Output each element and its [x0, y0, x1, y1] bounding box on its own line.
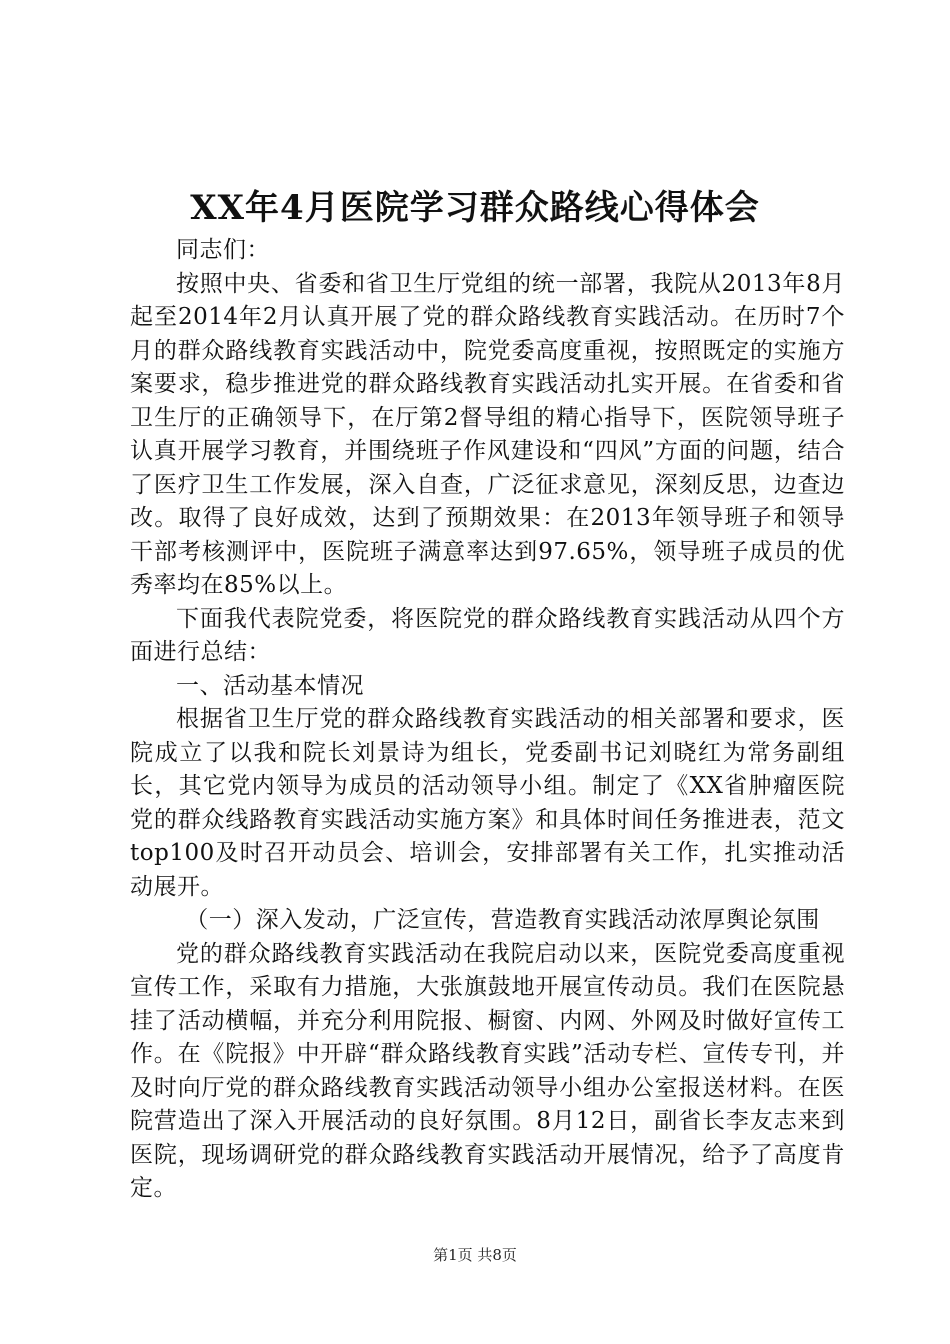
subsection-1-paragraph: 党的群众路线教育实践活动在我院启动以来，医院党委高度重视宣传工作，采取有力措施，大张旗鼓地开展宣传动员。我们在医院悬挂了活动横幅，并充分利用院报、橱窗、内网、外网及时做好宣传工作。在《院报》中开辟“群众路线教育实践”活动专栏、宣传专刊，并及时向厅党的群众路线教育实践活动领导小组办公室报送材料。在医院营造出了深入开展活动的良好氛围。8月12日，副省长李友志来到医院，现场调研党的群众路线教育实践活动开展情况，给予了高度肯定。 — [130, 940, 845, 1201]
section-1-paragraph: 根据省卫生厅党的群众路线教育实践活动的相关部署和要求，医院成立了以我和院长刘景诗为组长，党委副书记刘晓红为常务副组长，其它党内领导为成员的活动领导小组。制定了《XX省肿瘤医院党的群众线路教育实践活动实施方案》和具体时间任务推进表，范文top100及时召开动员会、培训会，安排部署有关工作，扎实推动活动展开。 — [130, 706, 845, 900]
document-body — [130, 234, 845, 1206]
section-heading-1: 一、活动基本情况 — [176, 672, 364, 699]
page-number-footer: 第1页 共8页 — [433, 1246, 517, 1264]
salutation-paragraph: 同志们： — [176, 237, 270, 263]
summary-lead-paragraph: 下面我代表院党委，将医院党的群众路线教育实践活动从四个方面进行总结： — [130, 605, 845, 665]
intro-paragraph: 按照中央、省委和省卫生厅党组的统一部署，我院从2013年8月起至2014年2月认真开展了党的群众路线教育实践活动。在历时7个月的群众路线教育实践活动中，院党委高度重视，按照既定的实施方案要求，稳步推进党的群众路线教育实践活动扎实开展。在省委和省卫生厅的正确领导下，在厅第2督导组的精心指导下，医院领导班子认真开展学习教育，并围绕班子作风建设和“四风”方面的问题，结合了医疗卫生工作发展，深入自查，广泛征求意见，深刻反思，边查边改。取得了良好成效，达到了预期效果：在2013年领导班子和领导干部考核测评中，医院班子满意率达到97.65%，领导班子成员的优秀率均在85%以上。 — [130, 270, 845, 598]
document-title: XX年4月医院学习群众路线心得体会 — [190, 188, 760, 228]
subsection-heading-1: （一）深入发动，广泛宣传，营造教育实践活动浓厚舆论氛围 — [185, 907, 820, 933]
